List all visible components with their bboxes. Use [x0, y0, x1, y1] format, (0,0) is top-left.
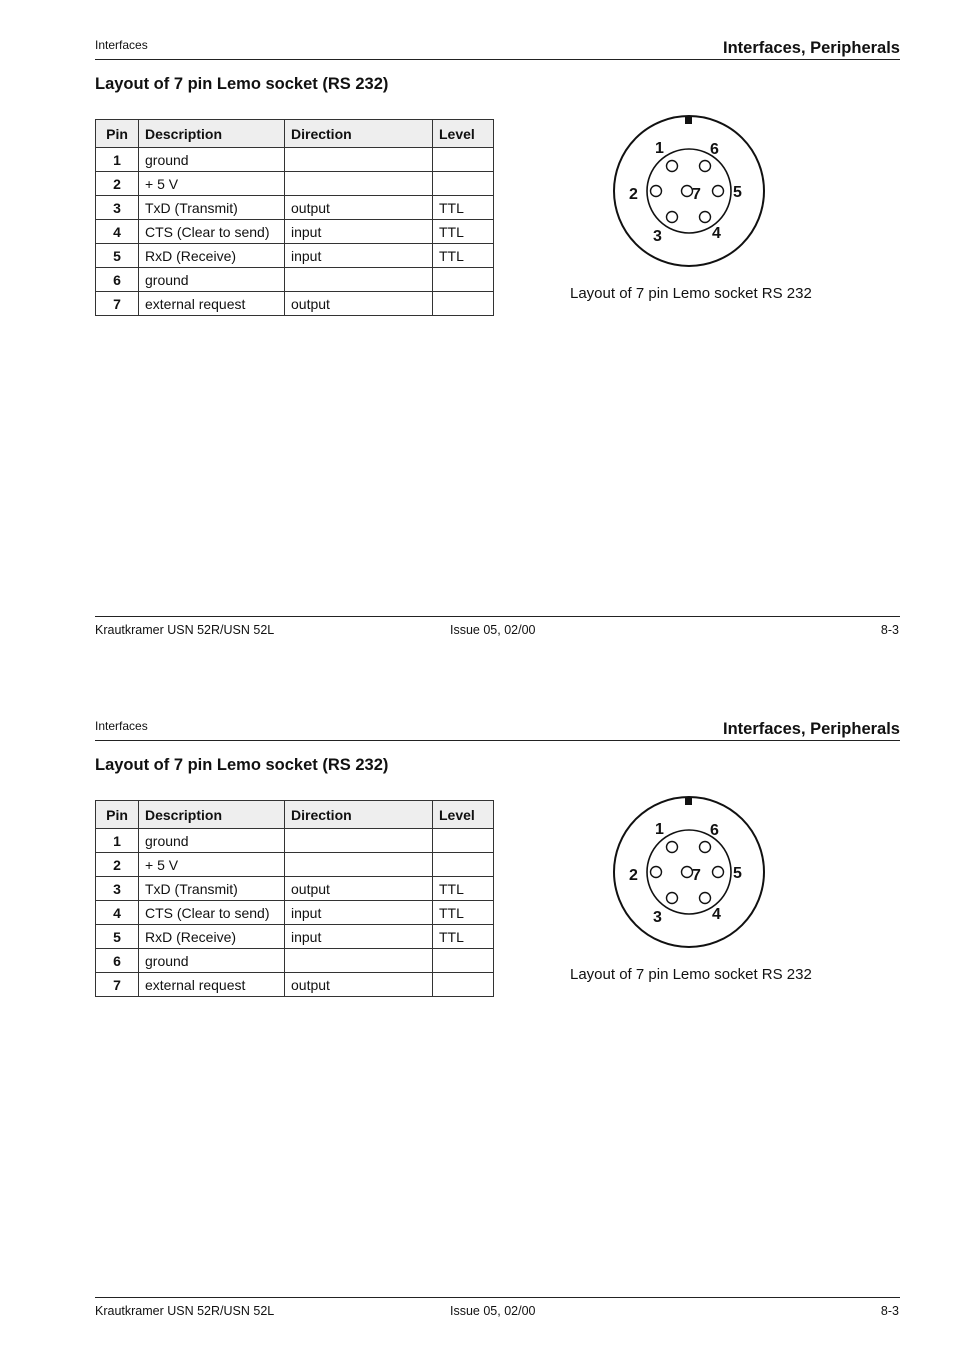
col-header-description: Description [139, 120, 285, 148]
table-row [96, 901, 494, 925]
cell-level: TTL [433, 196, 494, 220]
socket-label-4: 4 [712, 906, 721, 923]
lemo-socket-diagram [605, 113, 773, 273]
cell-description: TxD (Transmit) [139, 877, 285, 901]
table-row [96, 853, 494, 877]
cell-description: CTS (Clear to send) [139, 901, 285, 925]
header-rule [95, 59, 900, 60]
cell-direction [285, 949, 433, 973]
table-row [96, 196, 494, 220]
running-header-section: Interfaces [95, 719, 148, 733]
table-row [96, 973, 494, 997]
cell-description: external request [139, 292, 285, 316]
cell-pin: 5 [96, 244, 139, 268]
footer-page-number: 8-3 [880, 1304, 899, 1318]
socket-label-3: 3 [653, 909, 662, 926]
socket-label-5: 5 [733, 865, 742, 882]
cell-pin: 2 [96, 172, 139, 196]
pin-hole-5 [713, 186, 724, 197]
pin-hole-6 [700, 842, 711, 853]
cell-pin: 7 [96, 973, 139, 997]
footer-page-number: 8-3 [880, 623, 899, 637]
cell-description: CTS (Clear to send) [139, 220, 285, 244]
header-rule [95, 740, 900, 741]
cell-pin: 6 [96, 949, 139, 973]
cell-direction: input [285, 220, 433, 244]
table-header-row [96, 120, 494, 148]
cell-pin: 7 [96, 292, 139, 316]
cell-description: TxD (Transmit) [139, 196, 285, 220]
figure-caption: Layout of 7 pin Lemo socket RS 232 [570, 966, 812, 983]
cell-direction: input [285, 244, 433, 268]
cell-level: TTL [433, 901, 494, 925]
table-row [96, 268, 494, 292]
cell-level [433, 973, 494, 997]
cell-direction [285, 829, 433, 853]
pin-hole-6 [700, 161, 711, 172]
cell-direction: output [285, 877, 433, 901]
table-row [96, 148, 494, 172]
cell-description: RxD (Receive) [139, 925, 285, 949]
pin-table [95, 800, 494, 997]
cell-level [433, 829, 494, 853]
cell-direction [285, 853, 433, 877]
manual-page-1 [0, 0, 954, 675]
table-row [96, 244, 494, 268]
cell-direction [285, 148, 433, 172]
cell-level [433, 949, 494, 973]
socket-label-2: 2 [629, 186, 638, 203]
table-row [96, 172, 494, 196]
cell-pin: 6 [96, 268, 139, 292]
cell-description: + 5 V [139, 853, 285, 877]
cell-description: RxD (Receive) [139, 244, 285, 268]
cell-pin: 2 [96, 853, 139, 877]
table-row [96, 949, 494, 973]
col-header-level: Level [433, 120, 494, 148]
cell-description: ground [139, 949, 285, 973]
footer-product: Krautkramer USN 52R/USN 52L [95, 623, 275, 637]
cell-description: ground [139, 829, 285, 853]
table-row [96, 925, 494, 949]
cell-direction [285, 268, 433, 292]
col-header-direction: Direction [285, 120, 433, 148]
section-title: Layout of 7 pin Lemo socket (RS 232) [95, 756, 389, 774]
pin-hole-4 [700, 212, 711, 223]
pin-hole-4 [700, 893, 711, 904]
pin-hole-7 [682, 867, 693, 878]
running-header-chapter: Interfaces, Peripherals [722, 39, 900, 57]
cell-description: ground [139, 148, 285, 172]
cell-direction: output [285, 196, 433, 220]
socket-label-6: 6 [710, 141, 719, 158]
socket-key-notch [685, 116, 692, 124]
section-title: Layout of 7 pin Lemo socket (RS 232) [95, 75, 389, 93]
cell-description: external request [139, 973, 285, 997]
col-header-level: Level [433, 801, 494, 829]
running-header-chapter: Interfaces, Peripherals [722, 720, 900, 738]
socket-label-5: 5 [733, 184, 742, 201]
col-header-pin: Pin [96, 120, 139, 148]
footer-issue: Issue 05, 02/00 [450, 1304, 536, 1318]
pin-hole-3 [667, 893, 678, 904]
pin-hole-5 [713, 867, 724, 878]
pin-hole-2 [651, 186, 662, 197]
cell-pin: 5 [96, 925, 139, 949]
figure-caption: Layout of 7 pin Lemo socket RS 232 [570, 285, 812, 302]
cell-pin: 4 [96, 220, 139, 244]
cell-pin: 4 [96, 901, 139, 925]
manual-page-2 [0, 681, 954, 1356]
lemo-socket-diagram [605, 794, 773, 954]
socket-key-notch [685, 797, 692, 805]
cell-level: TTL [433, 220, 494, 244]
table-header-row [96, 801, 494, 829]
col-header-pin: Pin [96, 801, 139, 829]
cell-direction [285, 172, 433, 196]
footer-rule [95, 1297, 900, 1298]
cell-level [433, 853, 494, 877]
socket-label-1: 1 [655, 821, 664, 838]
socket-label-4: 4 [712, 225, 721, 242]
cell-direction: output [285, 973, 433, 997]
pin-hole-2 [651, 867, 662, 878]
cell-direction: input [285, 925, 433, 949]
table-row [96, 829, 494, 853]
footer-product: Krautkramer USN 52R/USN 52L [95, 1304, 275, 1318]
cell-pin: 3 [96, 196, 139, 220]
socket-label-7: 7 [692, 186, 701, 203]
cell-pin: 1 [96, 829, 139, 853]
cell-level [433, 268, 494, 292]
cell-description: + 5 V [139, 172, 285, 196]
table-row [96, 292, 494, 316]
table-row [96, 220, 494, 244]
table-row [96, 877, 494, 901]
socket-label-6: 6 [710, 822, 719, 839]
pin-hole-3 [667, 212, 678, 223]
cell-level: TTL [433, 244, 494, 268]
socket-label-7: 7 [692, 867, 701, 884]
pin-hole-1 [667, 161, 678, 172]
col-header-direction: Direction [285, 801, 433, 829]
col-header-description: Description [139, 801, 285, 829]
footer-rule [95, 616, 900, 617]
cell-level: TTL [433, 877, 494, 901]
cell-pin: 1 [96, 148, 139, 172]
cell-pin: 3 [96, 877, 139, 901]
pin-table [95, 119, 494, 316]
running-header-section: Interfaces [95, 38, 148, 52]
socket-label-2: 2 [629, 867, 638, 884]
socket-label-3: 3 [653, 228, 662, 245]
footer-issue: Issue 05, 02/00 [450, 623, 536, 637]
cell-level [433, 292, 494, 316]
socket-label-1: 1 [655, 140, 664, 157]
cell-description: ground [139, 268, 285, 292]
cell-direction: input [285, 901, 433, 925]
pin-hole-7 [682, 186, 693, 197]
cell-level: TTL [433, 925, 494, 949]
pin-hole-1 [667, 842, 678, 853]
cell-level [433, 148, 494, 172]
cell-level [433, 172, 494, 196]
cell-direction: output [285, 292, 433, 316]
